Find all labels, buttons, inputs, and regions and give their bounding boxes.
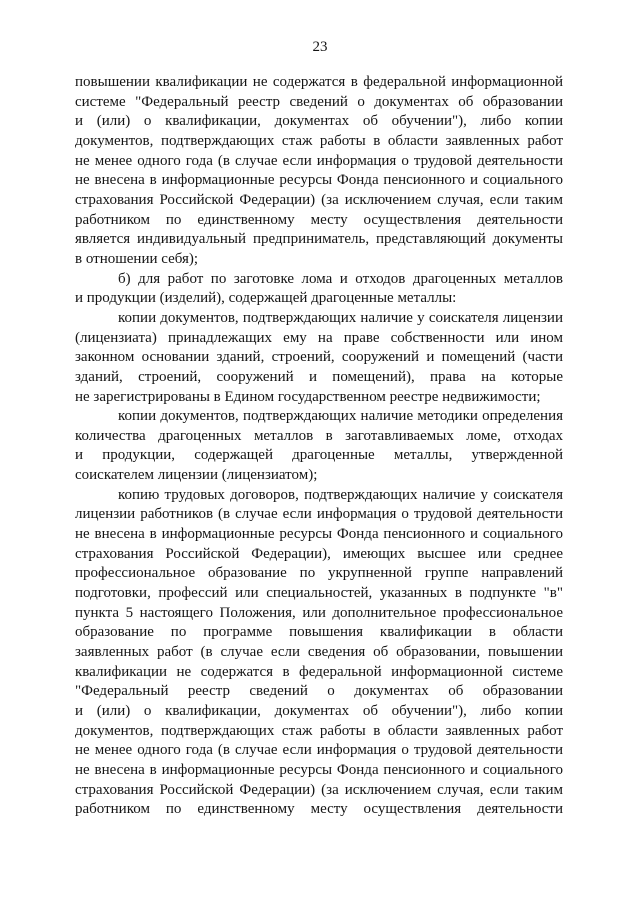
text-line: квалификации не содержатся в федеральной информационной системе: [75, 663, 563, 680]
text-line: страхования Российской Федерации) (за исключением случая, если таким: [75, 191, 563, 208]
text-line: не менее одного года (в случае если информация о трудовой деятельности: [75, 742, 563, 759]
text-line: количества драгоценных металлов в заготавливаемых ломе, отходах: [75, 427, 563, 444]
text-line: копию трудовых договоров, подтверждающих наличие у соискателя: [118, 486, 563, 503]
paragraph-employment-contracts: [75, 486, 563, 820]
subitem-b-heading: [75, 270, 563, 309]
text-line: и (или) о квалификации, документах об обучении"), либо копии: [75, 113, 563, 130]
text-line: не внесена в информационные ресурсы Фонда пенсионного и социального: [75, 526, 563, 543]
paragraph-continuation: [75, 73, 563, 270]
text-line: является индивидуальный предприниматель, представляющий документы: [75, 231, 563, 248]
text-line: соискателем лицензии (лицензиатом);: [75, 467, 318, 484]
text-line: и (или) о квалификации, документах об обучении"), либо копии: [75, 703, 563, 719]
text-line: не зарегистрированы в Едином государственном реестре недвижимости;: [75, 388, 541, 405]
text-line: законном основании зданий, строений, сооружений и помещений (части: [75, 349, 563, 366]
text-line: документов, подтверждающих стаж работы в области заявленных работ: [75, 132, 563, 149]
text-line: образование по программе повышения квалификации в области: [75, 624, 563, 641]
text-line: работником по единственному месту осуществления деятельности: [75, 801, 563, 818]
page-number: 23: [312, 39, 328, 55]
text-line: страхования Российской Федерации), имеющих высшее или среднее: [75, 545, 563, 562]
text-line: б) для работ по заготовке лома и отходов драгоценных металлов: [118, 270, 563, 287]
text-line: страхования Российской Федерации) (за исключением случая, если таким: [75, 781, 563, 798]
text-line: (лицензиата) принадлежащих ему на праве собственности или ином: [75, 329, 563, 346]
text-line: и продукции, содержащей драгоценные металлы, утвержденной: [75, 447, 563, 464]
text-line: системе "Федеральный реестр сведений о документах об образовании: [75, 93, 563, 110]
text-line: "Федеральный реестр сведений о документах об образовании: [75, 683, 563, 700]
text-line: работником по единственному месту осуществления деятельности: [75, 211, 563, 228]
text-line: в отношении себя);: [75, 250, 199, 267]
text-line: и продукции (изделий), содержащей драгоценные металлы:: [75, 290, 457, 307]
text-line: лицензии работников (в случае если информация о трудовой деятельности: [75, 506, 563, 523]
text-line: профессиональное образование по укрупненной группе направлений: [75, 565, 563, 582]
text-line: копии документов, подтверждающих наличие методики определения: [118, 408, 563, 425]
text-line: не внесена в информационные ресурсы Фонда пенсионного и социального: [75, 172, 563, 189]
text-line: документов, подтверждающих стаж работы в области заявленных работ: [75, 722, 563, 739]
paragraph-methodology-documents: [75, 407, 563, 486]
text-line: копии документов, подтверждающих наличие у соискателя лицензии: [118, 309, 563, 326]
text-line: повышении квалификации не содержатся в федеральной информационной: [75, 74, 563, 90]
text-line: подготовки, профессий или специальностей, указанных в подпункте "в": [75, 585, 563, 602]
text-line: заявленных работ (в случае если сведения об образовании, повышении: [75, 644, 563, 661]
text-line: пункта 5 настоящего Положения, или дополнительное профессиональное: [75, 604, 563, 621]
document-body: [75, 73, 563, 820]
text-line: не внесена в информационные ресурсы Фонда пенсионного и социального: [75, 761, 563, 778]
text-line: не менее одного года (в случае если информация о трудовой деятельности: [75, 152, 563, 169]
text-line: зданий, строений, сооружений и помещений), права на которые: [75, 368, 563, 385]
paragraph-premises-documents: [75, 309, 563, 407]
